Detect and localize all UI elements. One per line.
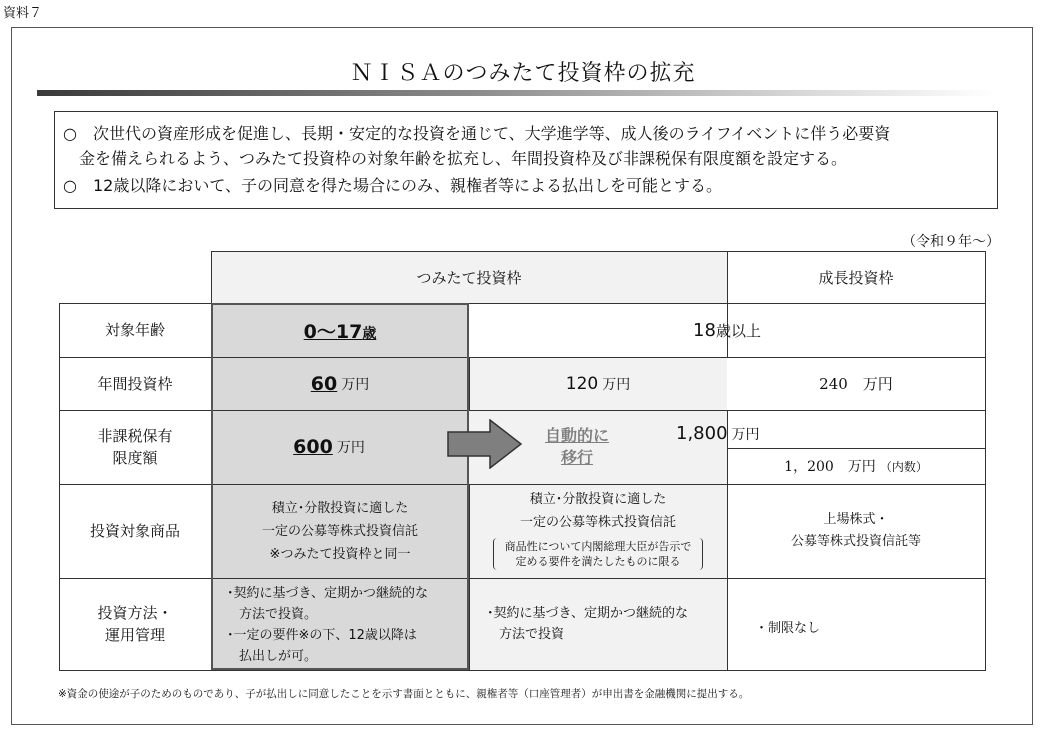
auto-transfer-line2: 移行 [560, 448, 593, 467]
limit-total-cell [676, 423, 760, 444]
footnote: ※資金の使途が子のためのものであり、子が払出しに同意したことを示す書面とともに、親権者等（口座管理者）が申出書を金融機関に提出する。 [58, 688, 750, 700]
product-child-line1: 積立･分散投資に適した [271, 500, 409, 516]
method-child-line2: 方法で投資。 [239, 607, 318, 622]
grid-line [985, 251, 986, 670]
product-adult-note [493, 538, 703, 570]
annual-adult-unit: 万円 [602, 376, 631, 393]
row-label-method-line1: 投資方法・ [97, 604, 173, 622]
age-adult-value: 18 [693, 319, 716, 341]
auto-transfer-label [527, 425, 627, 469]
product-child-cell [211, 484, 469, 578]
grid-line [59, 670, 986, 671]
product-adult-note-line1: 商品性について内閣総理大臣が告示で [504, 540, 692, 553]
summary-line-3: ○ 12歳以降において、子の同意を得た場合にのみ、親権者等による払出しを可能とする。 [63, 176, 722, 195]
annual-child-cell [211, 357, 469, 410]
title-underline-bar [37, 90, 995, 96]
row-label-annual: 年間投資枠 [97, 374, 173, 393]
method-adult-line1: ･契約に基づき、定期かつ継続的な [487, 606, 688, 621]
product-growth-cell [727, 484, 985, 578]
auto-transfer-line1: 自動的に [544, 426, 609, 445]
method-adult-line2: 方法で投資 [499, 627, 565, 642]
product-child-line3: ※つみたて投資枠と同一 [269, 546, 411, 562]
header-tsumitate: つみたて投資枠 [416, 268, 522, 287]
document-label: 資料７ [3, 6, 43, 21]
method-adult-cell [487, 603, 688, 645]
product-growth-line2: 公募等株式投資信託等 [790, 534, 921, 549]
limit-growth-value: 1，200 万円 [784, 459, 876, 475]
limit-growth-note: （内数） [879, 459, 928, 474]
method-child-line3: ･一定の要件※の下、12歳以降は [227, 628, 417, 643]
effective-date-note: （令和９年～） [902, 234, 1000, 250]
product-child-line2: 一定の公募等株式投資信託 [261, 523, 418, 539]
header-seicho: 成長投資枠 [818, 268, 894, 287]
summary-line-1: ○ 次世代の資産形成を促進し、長期・安定的な投資を通じて、大学進学等、成人後のライフイベントに伴う必要資 [63, 124, 891, 143]
row-label-method-line2: 運用管理 [104, 626, 165, 644]
age-child-value: 0～17歳 [303, 320, 377, 343]
annual-adult-cell [469, 357, 727, 410]
age-adult-cell [469, 303, 985, 357]
product-adult-line2: 一定の公募等株式投資信託 [519, 515, 676, 530]
age-child-cell [211, 303, 469, 357]
row-label-limit [59, 410, 211, 484]
product-growth-line1: 上場株式・ [823, 512, 889, 527]
limit-total-value: 1,800 [676, 423, 728, 444]
row-label-limit-line2: 限度額 [112, 449, 158, 467]
summary-line-2: 金を備えられるよう、つみたて投資枠の対象年齢を拡充し、年間投資枠及び非課税保有限度額を設定する。 [63, 149, 848, 168]
page-title: ＮＩＳＡのつみたて投資枠の拡充 [350, 61, 696, 86]
limit-child-value: 600 [293, 436, 333, 458]
annual-child-unit: 万円 [341, 376, 370, 393]
limit-total-unit: 万円 [731, 427, 760, 443]
annual-child-value: 60 [310, 372, 338, 395]
row-label-method [59, 578, 211, 670]
limit-child-unit: 万円 [336, 440, 365, 456]
summary-box [54, 111, 998, 209]
row-label-limit-line1: 非課税保有 [97, 427, 173, 445]
annual-growth-value: 240 万円 [819, 375, 893, 393]
product-adult-cell [469, 488, 727, 570]
method-child-cell [227, 583, 428, 667]
row-label-product: 投資対象商品 [89, 522, 180, 540]
row-label-age: 対象年齢 [104, 321, 165, 339]
method-child-line1: ･契約に基づき、定期かつ継続的な [227, 586, 428, 601]
right-arrow-icon [447, 419, 523, 469]
method-child-line4: 払出しが可。 [239, 649, 318, 664]
limit-child-cell [211, 410, 447, 484]
product-adult-note-line2: 定める要件を満たしたものに限る [515, 555, 681, 568]
annual-adult-value: 120 [565, 373, 599, 394]
age-adult-unit: 歳以上 [715, 321, 761, 340]
method-growth-value: ・制限なし [755, 621, 821, 636]
product-adult-line1: 積立･分散投資に適した [529, 492, 667, 507]
limit-growth-cell [727, 448, 985, 484]
